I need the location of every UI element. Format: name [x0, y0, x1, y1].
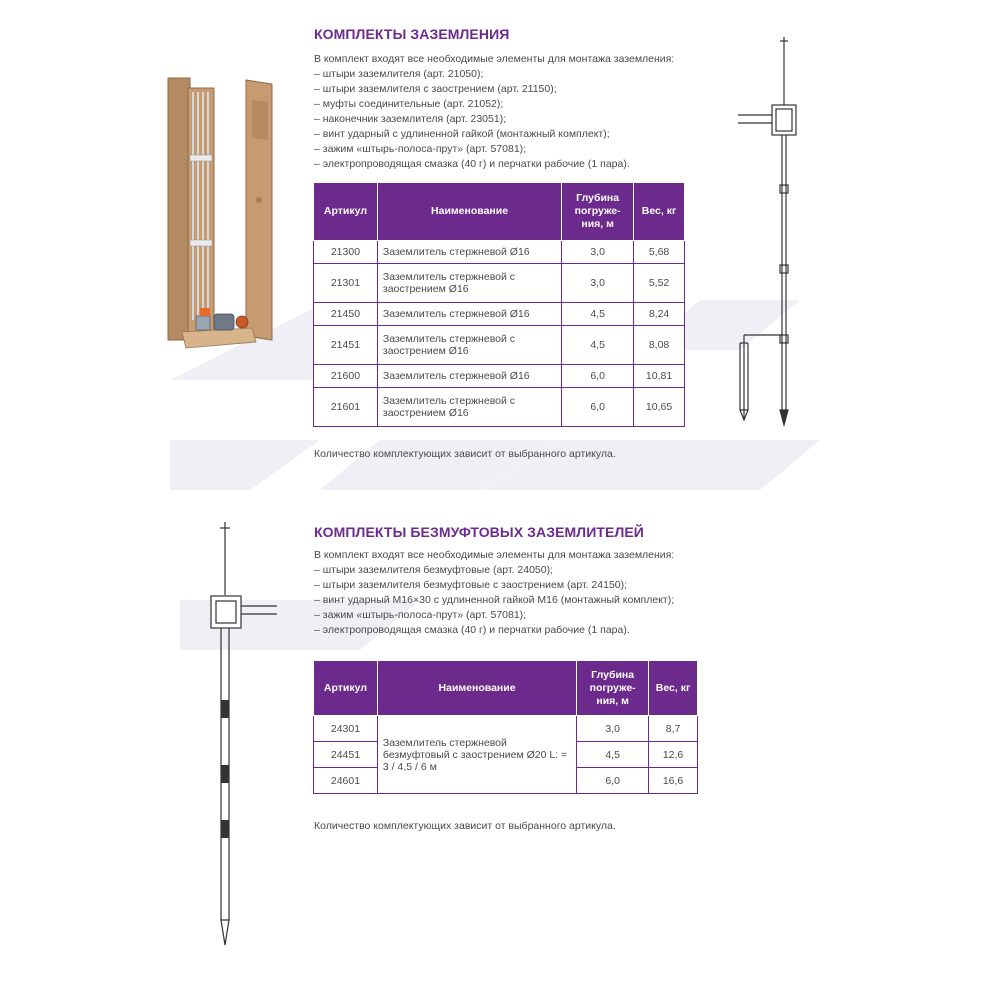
column-header-depth: Глубина погруже-ния, м	[577, 661, 649, 716]
section2-intro	[314, 548, 674, 638]
depth-cell: 6,0	[562, 388, 634, 427]
depth-cell: 3,0	[562, 264, 634, 303]
section1-intro	[314, 52, 674, 172]
name-cell: Заземлитель стержневой с заострением Ø16	[377, 388, 561, 427]
weight-cell: 16,6	[649, 768, 698, 794]
section1-intro-line: В комплект входят все необходимые элементы для монтажа заземления:	[314, 53, 675, 65]
weight-cell: 5,52	[634, 264, 685, 303]
table-row	[314, 388, 685, 427]
section1-intro-line: – штыри заземлителя (арт. 21050);	[314, 68, 484, 80]
weight-cell: 12,6	[649, 742, 698, 768]
weight-cell: 8,08	[634, 326, 685, 365]
section2-note: Количество комплектующих зависит от выбранного артикула.	[314, 820, 616, 832]
section1-note: Количество комплектующих зависит от выбранного артикула.	[314, 448, 616, 460]
name-cell: Заземлитель стержневой Ø16	[377, 303, 561, 326]
section1-intro-line: – наконечник заземлителя (арт. 23051);	[314, 113, 507, 125]
section1-intro-line: – зажим «штырь-полоса-прут» (арт. 57081);	[314, 143, 527, 155]
depth-cell: 3,0	[562, 241, 634, 264]
article-cell: 21600	[314, 365, 378, 388]
article-cell: 24601	[314, 768, 378, 794]
section1-spec-table	[313, 182, 685, 427]
table-header-row	[314, 661, 698, 716]
depth-cell: 6,0	[562, 365, 634, 388]
weight-cell: 10,81	[634, 365, 685, 388]
section2-title: КОМПЛЕКТЫ БЕЗМУФТОВЫХ ЗАЗЕМЛИТЕЛЕЙ	[314, 524, 644, 540]
section1-intro-line: – электропроводящая смазка (40 г) и перчатки рабочие (1 пара).	[314, 158, 630, 170]
article-cell: 21451	[314, 326, 378, 365]
article-cell: 21301	[314, 264, 378, 303]
depth-cell: 4,5	[577, 742, 649, 768]
section2-intro-line: – электропроводящая смазка (40 г) и перчатки рабочие (1 пара).	[314, 624, 630, 636]
section1-intro-line: – винт ударный с удлиненной гайкой (монтажный комплект);	[314, 128, 610, 140]
column-header-name: Наименование	[377, 183, 561, 241]
depth-cell: 6,0	[577, 768, 649, 794]
section2-intro-line: – штыри заземлителя безмуфтовые (арт. 24050);	[314, 564, 553, 576]
table-row	[314, 303, 685, 326]
article-cell: 21601	[314, 388, 378, 427]
weight-cell: 8,24	[634, 303, 685, 326]
column-header-weight: Вес, кг	[649, 661, 698, 716]
column-header-article: Артикул	[314, 661, 378, 716]
table-header-row	[314, 183, 685, 241]
depth-cell: 4,5	[562, 303, 634, 326]
name-cell: Заземлитель стержневой Ø16	[377, 365, 561, 388]
column-header-name: Наименование	[377, 661, 576, 716]
table-row	[314, 716, 698, 742]
name-cell: Заземлитель стержневой с заострением Ø16	[377, 264, 561, 303]
section1-title: КОМПЛЕКТЫ ЗАЗЕМЛЕНИЯ	[314, 26, 510, 42]
section1-intro-line: – муфты соединительные (арт. 21052);	[314, 98, 504, 110]
column-header-depth: Глубина погруже-ния, м	[562, 183, 634, 241]
section1-intro-line: – штыри заземлителя с заострением (арт. 21150);	[314, 83, 557, 95]
shared-name-cell: Заземлитель стержневой безмуфтовый с заострением Ø20 L: = 3 / 4,5 / 6 м	[377, 716, 576, 794]
section2-spec-table	[313, 660, 698, 794]
article-cell: 24301	[314, 716, 378, 742]
depth-cell: 4,5	[562, 326, 634, 365]
rod-diagram-coupling-free	[195, 520, 280, 950]
kit-photo	[160, 70, 280, 360]
section2-intro-line: В комплект входят все необходимые элементы для монтажа заземления:	[314, 549, 675, 561]
section2-intro-line: – зажим «штырь-полоса-прут» (арт. 57081);	[314, 609, 527, 621]
table-row	[314, 365, 685, 388]
table-row	[314, 326, 685, 365]
weight-cell: 8,7	[649, 716, 698, 742]
weight-cell: 10,65	[634, 388, 685, 427]
depth-cell: 3,0	[577, 716, 649, 742]
section2-intro-line: – винт ударный М16×30 с удлиненной гайкой М16 (монтажный комплект);	[314, 594, 675, 606]
rod-diagram-sectional	[736, 35, 816, 430]
article-cell: 21300	[314, 241, 378, 264]
column-header-article: Артикул	[314, 183, 378, 241]
article-cell: 24451	[314, 742, 378, 768]
section2-intro-line: – штыри заземлителя безмуфтовые с заострением (арт. 24150);	[314, 579, 628, 591]
column-header-weight: Вес, кг	[634, 183, 685, 241]
weight-cell: 5,68	[634, 241, 685, 264]
table-row	[314, 264, 685, 303]
name-cell: Заземлитель стержневой Ø16	[377, 241, 561, 264]
name-cell: Заземлитель стержневой с заострением Ø16	[377, 326, 561, 365]
table-row	[314, 241, 685, 264]
article-cell: 21450	[314, 303, 378, 326]
